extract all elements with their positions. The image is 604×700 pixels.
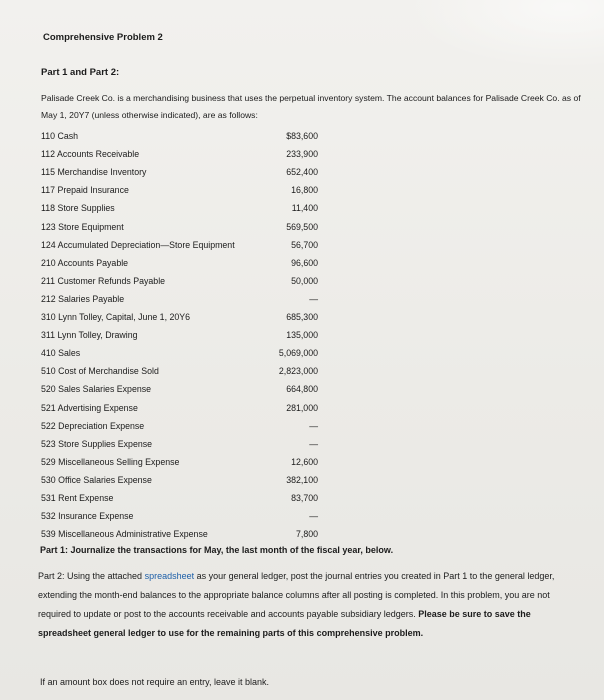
account-label: 311 Lynn Tolley, Drawing bbox=[41, 330, 138, 340]
account-label: 112 Accounts Receivable bbox=[41, 149, 140, 159]
account-balance: 83,700 bbox=[291, 493, 318, 503]
account-label: 115 Merchandise Inventory bbox=[41, 167, 147, 177]
account-label: 530 Office Salaries Expense bbox=[41, 475, 152, 485]
spreadsheet-link[interactable]: spreadsheet bbox=[144, 571, 195, 581]
account-label: 522 Depreciation Expense bbox=[41, 421, 145, 431]
part2-bold-note: Please be sure to save the spreadsheet general ledger to use for the remaining parts of this comprehensive problem. bbox=[38, 609, 531, 638]
account-balance: 16,800 bbox=[291, 185, 318, 195]
account-label: 110 Cash bbox=[41, 131, 79, 141]
account-label: 531 Rent Expense bbox=[41, 493, 114, 503]
page-title: Comprehensive Problem 2 bbox=[43, 32, 163, 43]
account-balance: — bbox=[309, 511, 318, 521]
account-balance: 5,069,000 bbox=[278, 348, 318, 358]
account-balance: — bbox=[309, 439, 318, 449]
account-label: 529 Miscellaneous Selling Expense bbox=[41, 457, 180, 467]
account-balance: 281,000 bbox=[286, 403, 318, 413]
account-label: 123 Store Equipment bbox=[41, 222, 124, 232]
account-balance: 50,000 bbox=[291, 276, 318, 286]
account-label: 212 Salaries Payable bbox=[41, 294, 125, 304]
account-balance: 56,700 bbox=[291, 240, 318, 250]
account-balance: 652,400 bbox=[286, 167, 318, 177]
account-label: 117 Prepaid Insurance bbox=[41, 185, 129, 195]
account-balance: — bbox=[309, 421, 318, 431]
account-balance: 685,300 bbox=[286, 312, 318, 322]
account-balance: 7,800 bbox=[295, 529, 318, 539]
account-label: 521 Advertising Expense bbox=[41, 403, 138, 413]
part2-body: as your general ledger, post the journal entries you created in Part 1 to the general ledger, extending the month-end balances to the appropriate balance columns after all posting is completed. In this problem, you are not required to update or post to the accounts receivable and accounts payable subsidiary ledgers. bbox=[38, 571, 555, 619]
intro-paragraph: Palisade Creek Co. is a merchandising business that uses the perpetual inventory system. The account balances for Palisade Creek Co. as of May 1, 20Y7 (unless otherwise indicated), are as follows: bbox=[41, 93, 581, 120]
account-label: 410 Sales bbox=[41, 348, 81, 358]
account-balance: 135,000 bbox=[286, 330, 318, 340]
part2-instructions bbox=[38, 567, 578, 643]
account-balance: 12,600 bbox=[291, 457, 318, 467]
account-balance: 569,500 bbox=[286, 222, 318, 232]
account-label: 210 Accounts Payable bbox=[41, 258, 129, 268]
account-label: 539 Miscellaneous Administrative Expense bbox=[41, 529, 208, 539]
account-label: 124 Accumulated Depreciation—Store Equipment bbox=[41, 240, 235, 250]
account-balance: 664,800 bbox=[286, 384, 318, 394]
account-label: 532 Insurance Expense bbox=[41, 511, 134, 521]
account-label: 510 Cost of Merchandise Sold bbox=[41, 366, 159, 376]
account-balance: 233,900 bbox=[286, 149, 318, 159]
account-balance: 96,600 bbox=[291, 258, 318, 268]
account-label: 310 Lynn Tolley, Capital, June 1, 20Y6 bbox=[41, 312, 190, 322]
account-balance: $83,600 bbox=[286, 131, 318, 141]
section-heading: Part 1 and Part 2: bbox=[41, 67, 120, 78]
part1-instructions: Part 1: Journalize the transactions for May, the last month of the fiscal year, below. bbox=[40, 545, 394, 555]
account-balance: 382,100 bbox=[286, 475, 318, 485]
account-balance: 2,823,000 bbox=[278, 366, 318, 376]
account-label: 211 Customer Refunds Payable bbox=[41, 276, 166, 286]
account-label: 118 Store Supplies bbox=[41, 203, 115, 213]
glare-overlay bbox=[404, 0, 604, 70]
account-label: 520 Sales Salaries Expense bbox=[41, 384, 152, 394]
account-balance: — bbox=[309, 294, 318, 304]
account-label: 523 Store Supplies Expense bbox=[41, 439, 153, 449]
account-balance: 11,400 bbox=[291, 203, 318, 213]
part2-lead: Part 2: Using the attached bbox=[38, 571, 145, 581]
blank-entry-note: If an amount box does not require an entry, leave it blank. bbox=[40, 677, 269, 687]
